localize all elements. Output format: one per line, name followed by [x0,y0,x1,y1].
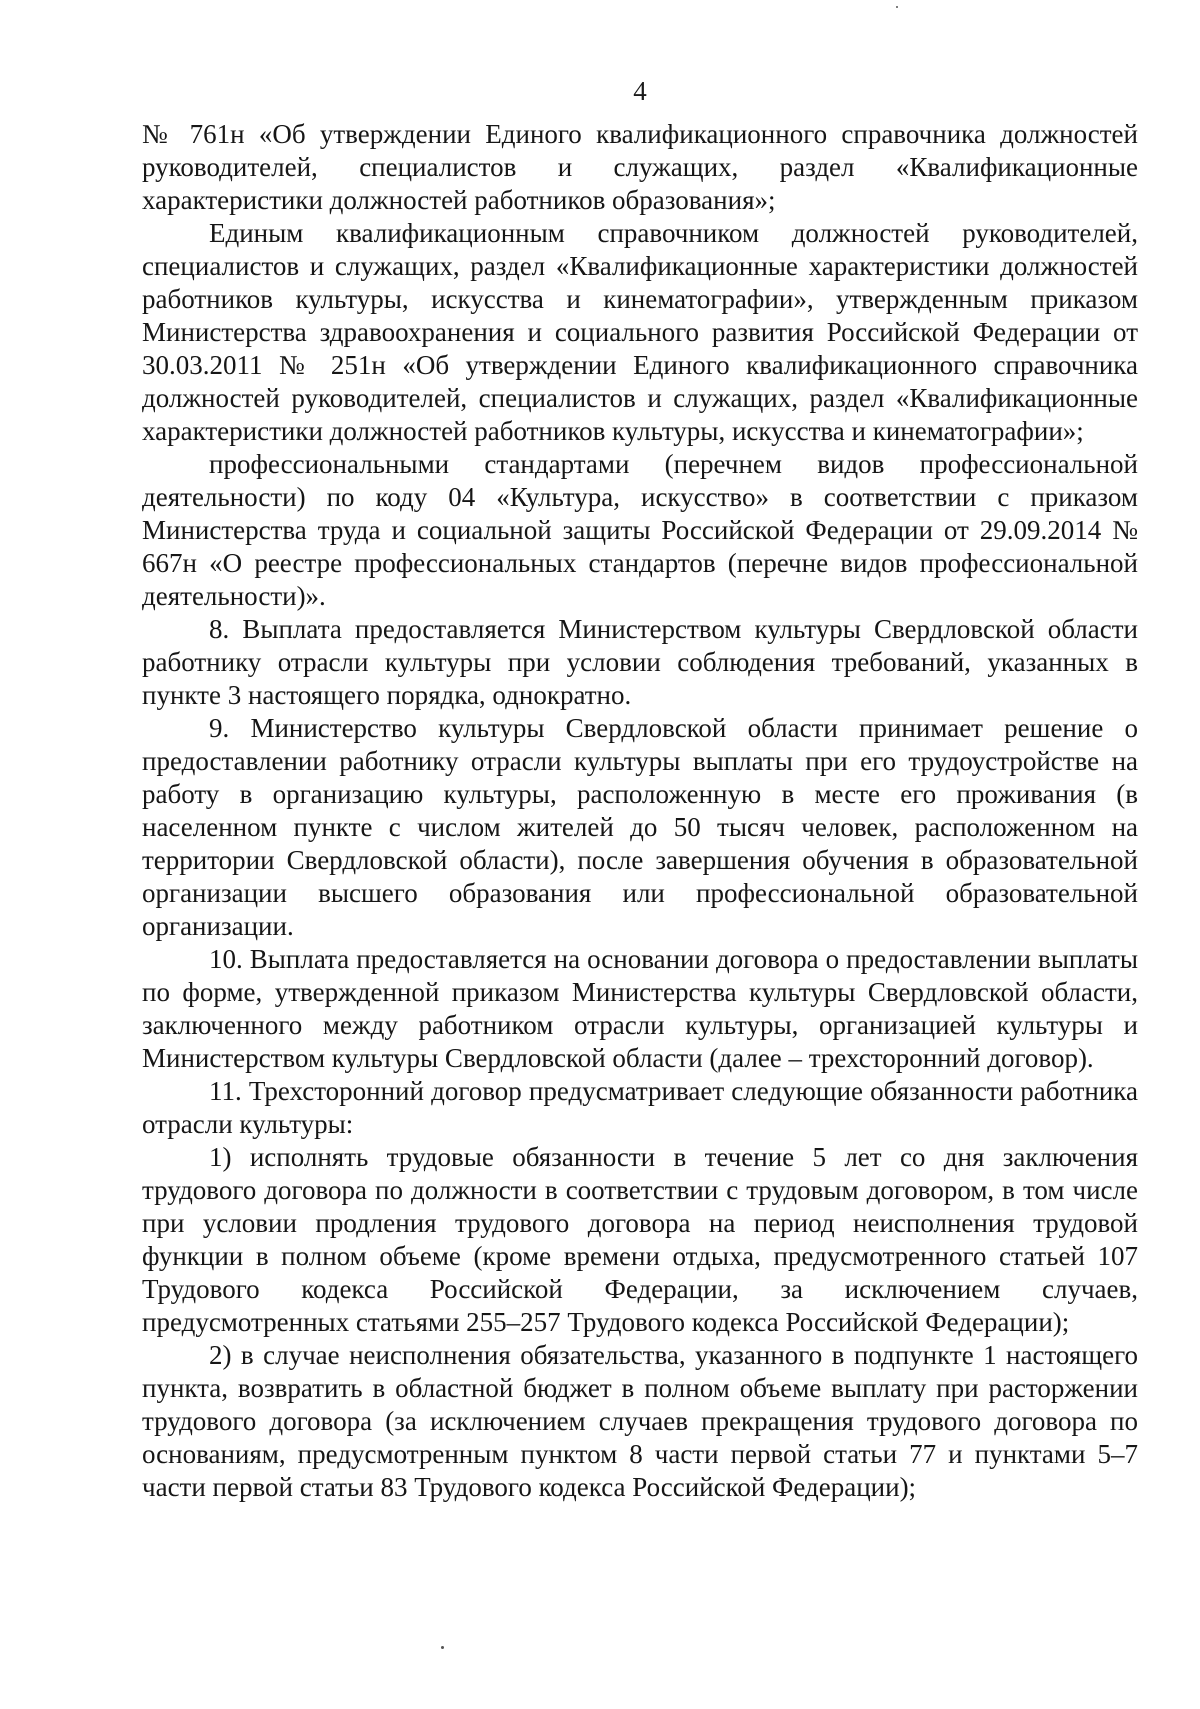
paragraph-culture-handbook: Единым квалификационным справочником должностей руководителей, специалистов и служащих, раздел «Квалификационные характеристики должностей работников культуры, искусства и кинематографии», утвержденным приказом Министерства здравоохранения и социального развития Российской Федерации от 30.03.2011 № 251н «Об утверждении Единого квалификационного справочника должностей руководителей, специалистов и служащих, раздел «Квалификационные характеристики должностей работников культуры, искусства и кинематографии»; [142,218,1138,446]
paragraph-subitem-1: 1) исполнять трудовые обязанности в течение 5 лет со дня заключения трудового договора по должности в соответствии с трудовым договором, в том числе при условии продления трудового договора на период неисполнения трудовой функции в полном объеме (кроме времени отдыха, предусмотренного статьей 107 Трудового кодекса Российской Федерации, за исключением случаев, предусмотренных статьями 255–257 Трудового кодекса Российской Федерации); [142,1142,1138,1337]
scan-speck [896,6,898,8]
paragraph-item-11: 11. Трехсторонний договор предусматривает следующие обязанности работника отрасли культуры: [142,1076,1138,1139]
paragraph-professional-standards: профессиональными стандартами (перечнем видов профессиональной деятельности) по коду 04 «Культура, искусство» в соответствии с приказом Министерства труда и социальной защиты Российской Федерации от 29.09.2014 № 667н «О реестре профессиональных стандартов (перечне видов профессиональной деятельности)». [142,449,1138,611]
scan-speck [441,1646,444,1649]
paragraph-subitem-2: 2) в случае неисполнения обязательства, указанного в подпункте 1 настоящего пункта, возвратить в областной бюджет в полном объеме выплату при расторжении трудового договора (за исключением случаев прекращения трудового договора по основаниям, предусмотренным пунктом 8 части первой статьи 77 и пунктами 5–7 части первой статьи 83 Трудового кодекса Российской Федерации); [142,1340,1138,1502]
paragraph-item-8: 8. Выплата предоставляется Министерством культуры Свердловской области работнику отрасли культуры при условии соблюдения требований, указанных в пункте 3 настоящего порядка, однократно. [142,614,1138,710]
document-body [142,118,1138,1504]
paragraph-continuation: № 761н «Об утверждении Единого квалификационного справочника должностей руководителей, специалистов и служащих, раздел «Квалификационные характеристики должностей работников образования»; [142,119,1138,215]
paragraph-item-10: 10. Выплата предоставляется на основании договора о предоставлении выплаты по форме, утвержденной приказом Министерства культуры Свердловской области, заключенного между работником отрасли культуры, организацией культуры и Министерством культуры Свердловской области (далее – трехсторонний договор). [142,944,1138,1073]
page-number: 4 [633,76,647,106]
paragraph-item-9: 9. Министерство культуры Свердловской области принимает решение о предоставлении работнику отрасли культуры выплаты при его трудоустройстве на работу в организацию культуры, расположенную в месте его проживания (в населенном пункте с числом жителей до 50 тысяч человек, расположенном на территории Свердловской области), после завершения обучения в образовательной организации высшего образования или профессиональной образовательной организации. [142,713,1138,941]
